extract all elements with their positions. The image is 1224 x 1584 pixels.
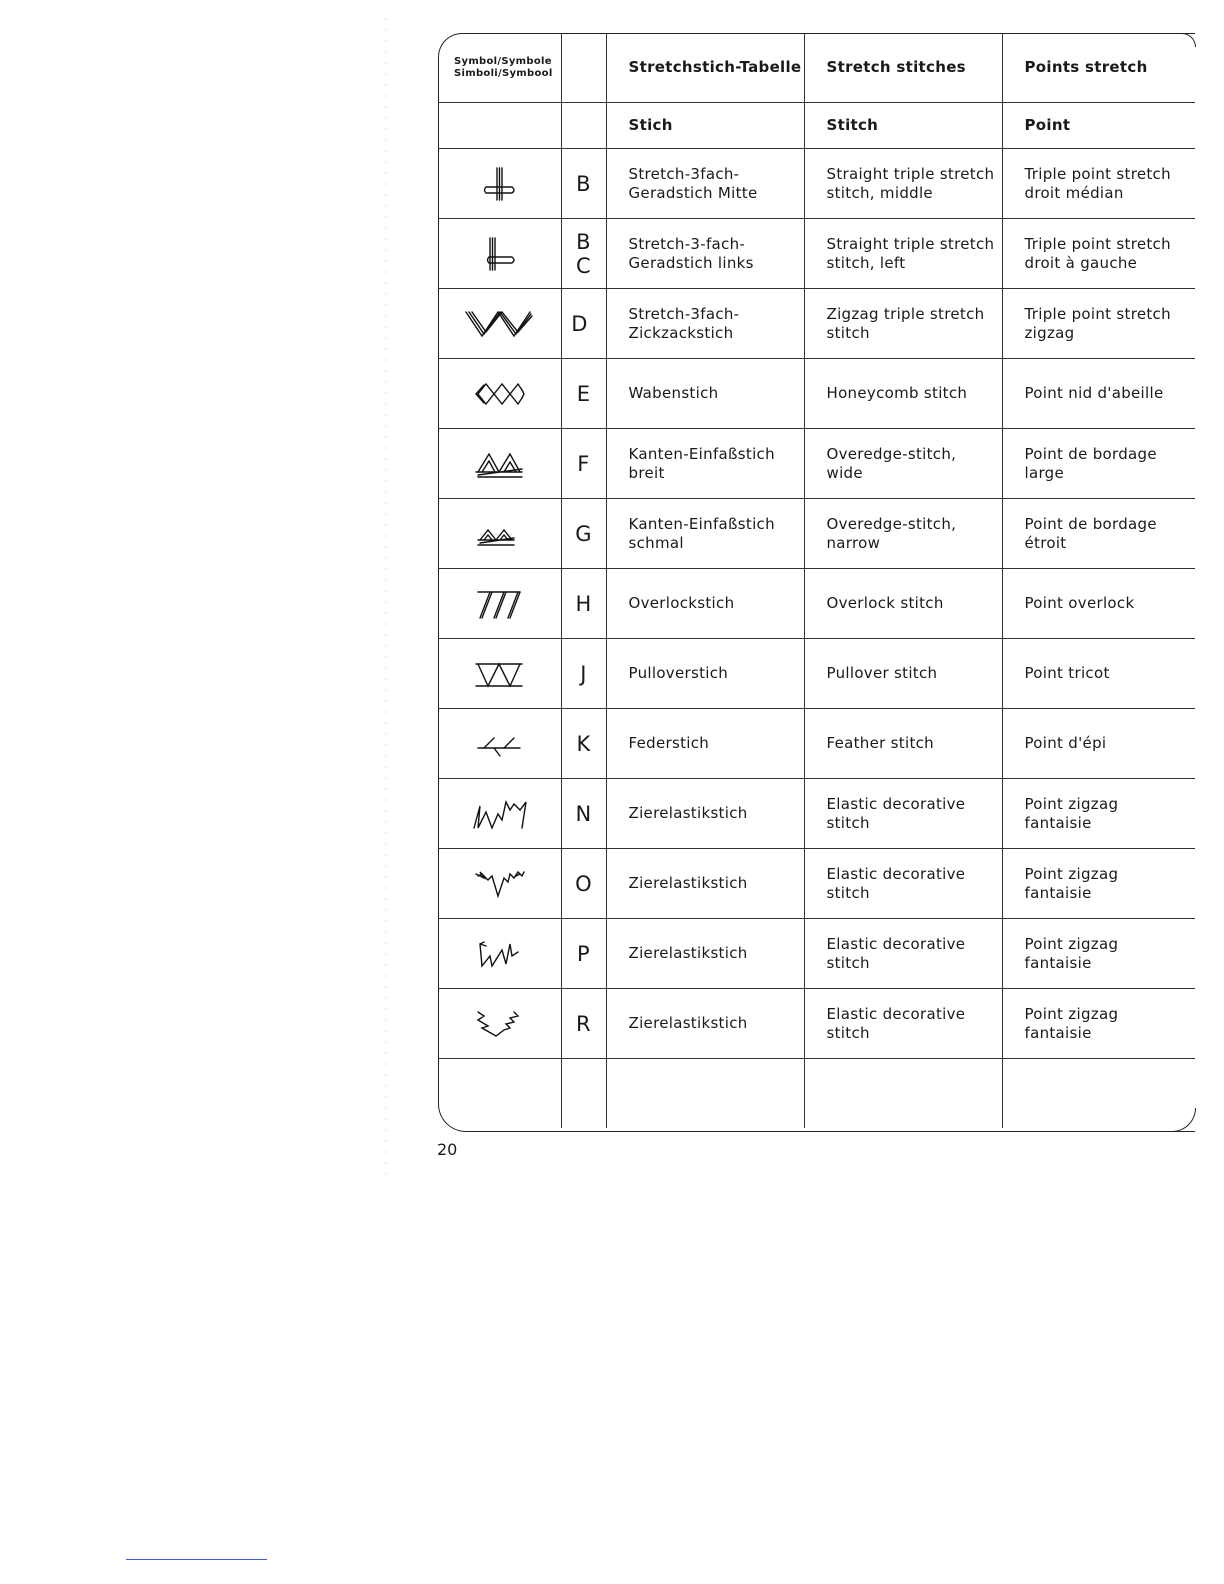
header-symbol-line1: Symbol/Symbole	[454, 55, 552, 67]
table-empty-row	[438, 1059, 1195, 1129]
stitch-name-de: Kanten-Einfaßstich	[628, 514, 775, 533]
stitch-name-fr: droit à gauche	[1024, 253, 1138, 272]
stitch-name-en: stitch	[826, 813, 870, 832]
stitch-letter: H	[575, 591, 592, 616]
table-row	[438, 709, 1195, 779]
stitch-name-fr: Point d'épi	[1024, 734, 1107, 752]
stitch-name-en: Overedge-stitch,	[826, 514, 957, 533]
stitch-name-de: Stretch-3fach-	[628, 164, 740, 183]
stitch-name-de: Overlockstich	[628, 594, 735, 612]
table-row	[438, 569, 1195, 639]
footer-rule	[126, 1559, 267, 1560]
stitch-name-de: Stretch-3-fach-	[628, 234, 746, 253]
stitch-name-fr: Point de bordage	[1024, 514, 1157, 533]
stitch-letter: J	[580, 661, 587, 686]
stitch-letter: E	[576, 381, 591, 406]
elastic-decorative-r-icon	[464, 1002, 534, 1046]
stitch-name-fr: Point zigzag	[1024, 934, 1119, 953]
stitch-name-de: Zierelastikstich	[628, 944, 748, 962]
stitch-letter: F	[577, 451, 590, 476]
stitch-letter: K	[576, 731, 591, 756]
table-row	[438, 359, 1195, 429]
stitch-letter: G	[575, 521, 592, 546]
table-header-row	[438, 33, 1195, 103]
stitch-name-en: Overedge-stitch,	[826, 444, 957, 463]
elastic-decorative-n-icon	[464, 792, 534, 836]
page-number: 20	[437, 1140, 458, 1159]
stitch-name-fr: zigzag	[1024, 323, 1075, 342]
stitch-name-fr: large	[1024, 463, 1065, 482]
header-de: Stretchstich-Tabelle	[606, 33, 804, 103]
overedge-wide-icon	[464, 442, 534, 486]
stitch-name-de: schmal	[628, 533, 684, 552]
stitch-letter: D	[571, 311, 588, 336]
stitch-name-en: Honeycomb stitch	[826, 384, 968, 402]
subheader-letter	[561, 103, 606, 149]
stitch-name-de: Zierelastikstich	[628, 804, 748, 822]
stitch-name-fr: fantaisie	[1024, 813, 1092, 832]
stitch-name-fr: fantaisie	[1024, 953, 1092, 972]
stitch-name-fr: Triple point stretch	[1024, 234, 1171, 253]
stitch-name-de: Stretch-3fach-	[628, 304, 740, 323]
stretch-stitch-table	[438, 33, 1195, 1128]
stitch-name-en: stitch, middle	[826, 183, 933, 202]
stitch-name-fr: Point nid d'abeille	[1024, 384, 1164, 402]
frame-corner-top-right	[1150, 33, 1196, 47]
stitch-name-fr: Point tricot	[1024, 664, 1110, 682]
header-en: Stretch stitches	[804, 33, 1002, 103]
table-row	[438, 639, 1195, 709]
header-letter	[561, 33, 606, 103]
subheader-en: Stitch	[804, 103, 1002, 149]
stitch-name-en: Elastic decorative	[826, 794, 966, 813]
stitch-name-en: Elastic decorative	[826, 864, 966, 883]
stitch-letter: O	[575, 871, 592, 896]
stitch-name-en: Pullover stitch	[826, 664, 938, 682]
stitch-name-en: Straight triple stretch	[826, 164, 995, 183]
table-row	[438, 149, 1195, 219]
table-row	[438, 779, 1195, 849]
table-row	[438, 919, 1195, 989]
stitch-letter: R	[576, 1011, 591, 1036]
stitch-letter: C	[576, 253, 591, 278]
pullover-icon	[464, 652, 534, 696]
stitch-name-en: stitch	[826, 1023, 870, 1042]
overlock-icon	[464, 582, 534, 626]
stitch-name-de: Wabenstich	[628, 384, 719, 402]
header-fr: Points stretch	[1002, 33, 1195, 103]
stitch-letter: B	[576, 229, 591, 254]
stitch-name-en: Straight triple stretch	[826, 234, 995, 253]
stitch-name-fr: Point overlock	[1024, 594, 1135, 612]
stitch-name-en: Elastic decorative	[826, 1004, 966, 1023]
stitch-name-fr: Point zigzag	[1024, 794, 1119, 813]
subheader-de: Stich	[606, 103, 804, 149]
stitch-name-en: Overlock stitch	[826, 594, 944, 612]
stitch-name-de: Zierelastikstich	[628, 874, 748, 892]
stitch-name-de: breit	[628, 463, 665, 482]
table-row	[438, 989, 1195, 1059]
stitch-name-en: stitch	[826, 323, 870, 342]
stitch-letter: N	[575, 801, 592, 826]
stitch-name-de: Pulloverstich	[628, 664, 729, 682]
stitch-name-fr: fantaisie	[1024, 1023, 1092, 1042]
subheader-fr: Point	[1002, 103, 1195, 149]
stitch-name-en: narrow	[826, 533, 881, 552]
stitch-name-fr: droit médian	[1024, 183, 1124, 202]
stitch-name-fr: Triple point stretch	[1024, 304, 1171, 323]
stitch-letter: B	[576, 171, 591, 196]
stitch-letter: P	[577, 941, 590, 966]
header-symbol	[438, 33, 561, 103]
table-subheader-row	[438, 103, 1195, 149]
stitch-name-fr: étroit	[1024, 533, 1067, 552]
stitch-name-de: Geradstich Mitte	[628, 183, 758, 202]
table-row	[438, 499, 1195, 569]
binding-hole-marks	[382, 18, 402, 1178]
zigzag-triple-icon	[464, 302, 534, 346]
stitch-name-en: stitch	[826, 883, 870, 902]
table-row	[438, 429, 1195, 499]
table-row	[438, 849, 1195, 919]
header-symbol-line2: Simboli/Symbool	[454, 67, 553, 79]
stitch-name-en: stitch	[826, 953, 870, 972]
stitch-name-en: wide	[826, 463, 863, 482]
stitch-name-de: Federstich	[628, 734, 710, 752]
table-row	[438, 289, 1195, 359]
stitch-name-en: Feather stitch	[826, 734, 934, 752]
stitch-name-de: Zierelastikstich	[628, 1014, 748, 1032]
stitch-name-en: Zigzag triple stretch	[826, 304, 985, 323]
overedge-narrow-icon	[464, 512, 534, 556]
stitch-name-fr: Point de bordage	[1024, 444, 1157, 463]
straight-triple-middle-icon	[464, 162, 534, 206]
stitch-name-en: stitch, left	[826, 253, 906, 272]
stitch-name-fr: fantaisie	[1024, 883, 1092, 902]
elastic-decorative-o-icon	[464, 862, 534, 906]
stitch-name-de: Zickzackstich	[628, 323, 734, 342]
stitch-name-en: Elastic decorative	[826, 934, 966, 953]
elastic-decorative-p-icon	[464, 932, 534, 976]
honeycomb-icon	[464, 372, 534, 416]
stitch-name-fr: Point zigzag	[1024, 864, 1119, 883]
stitch-name-fr: Point zigzag	[1024, 1004, 1119, 1023]
stitch-name-de: Geradstich links	[628, 253, 754, 272]
subheader-symbol	[438, 103, 561, 149]
stitch-name-de: Kanten-Einfaßstich	[628, 444, 775, 463]
feather-icon	[464, 722, 534, 766]
table-row	[438, 219, 1195, 289]
stitch-name-fr: Triple point stretch	[1024, 164, 1171, 183]
straight-triple-left-icon	[464, 232, 534, 276]
